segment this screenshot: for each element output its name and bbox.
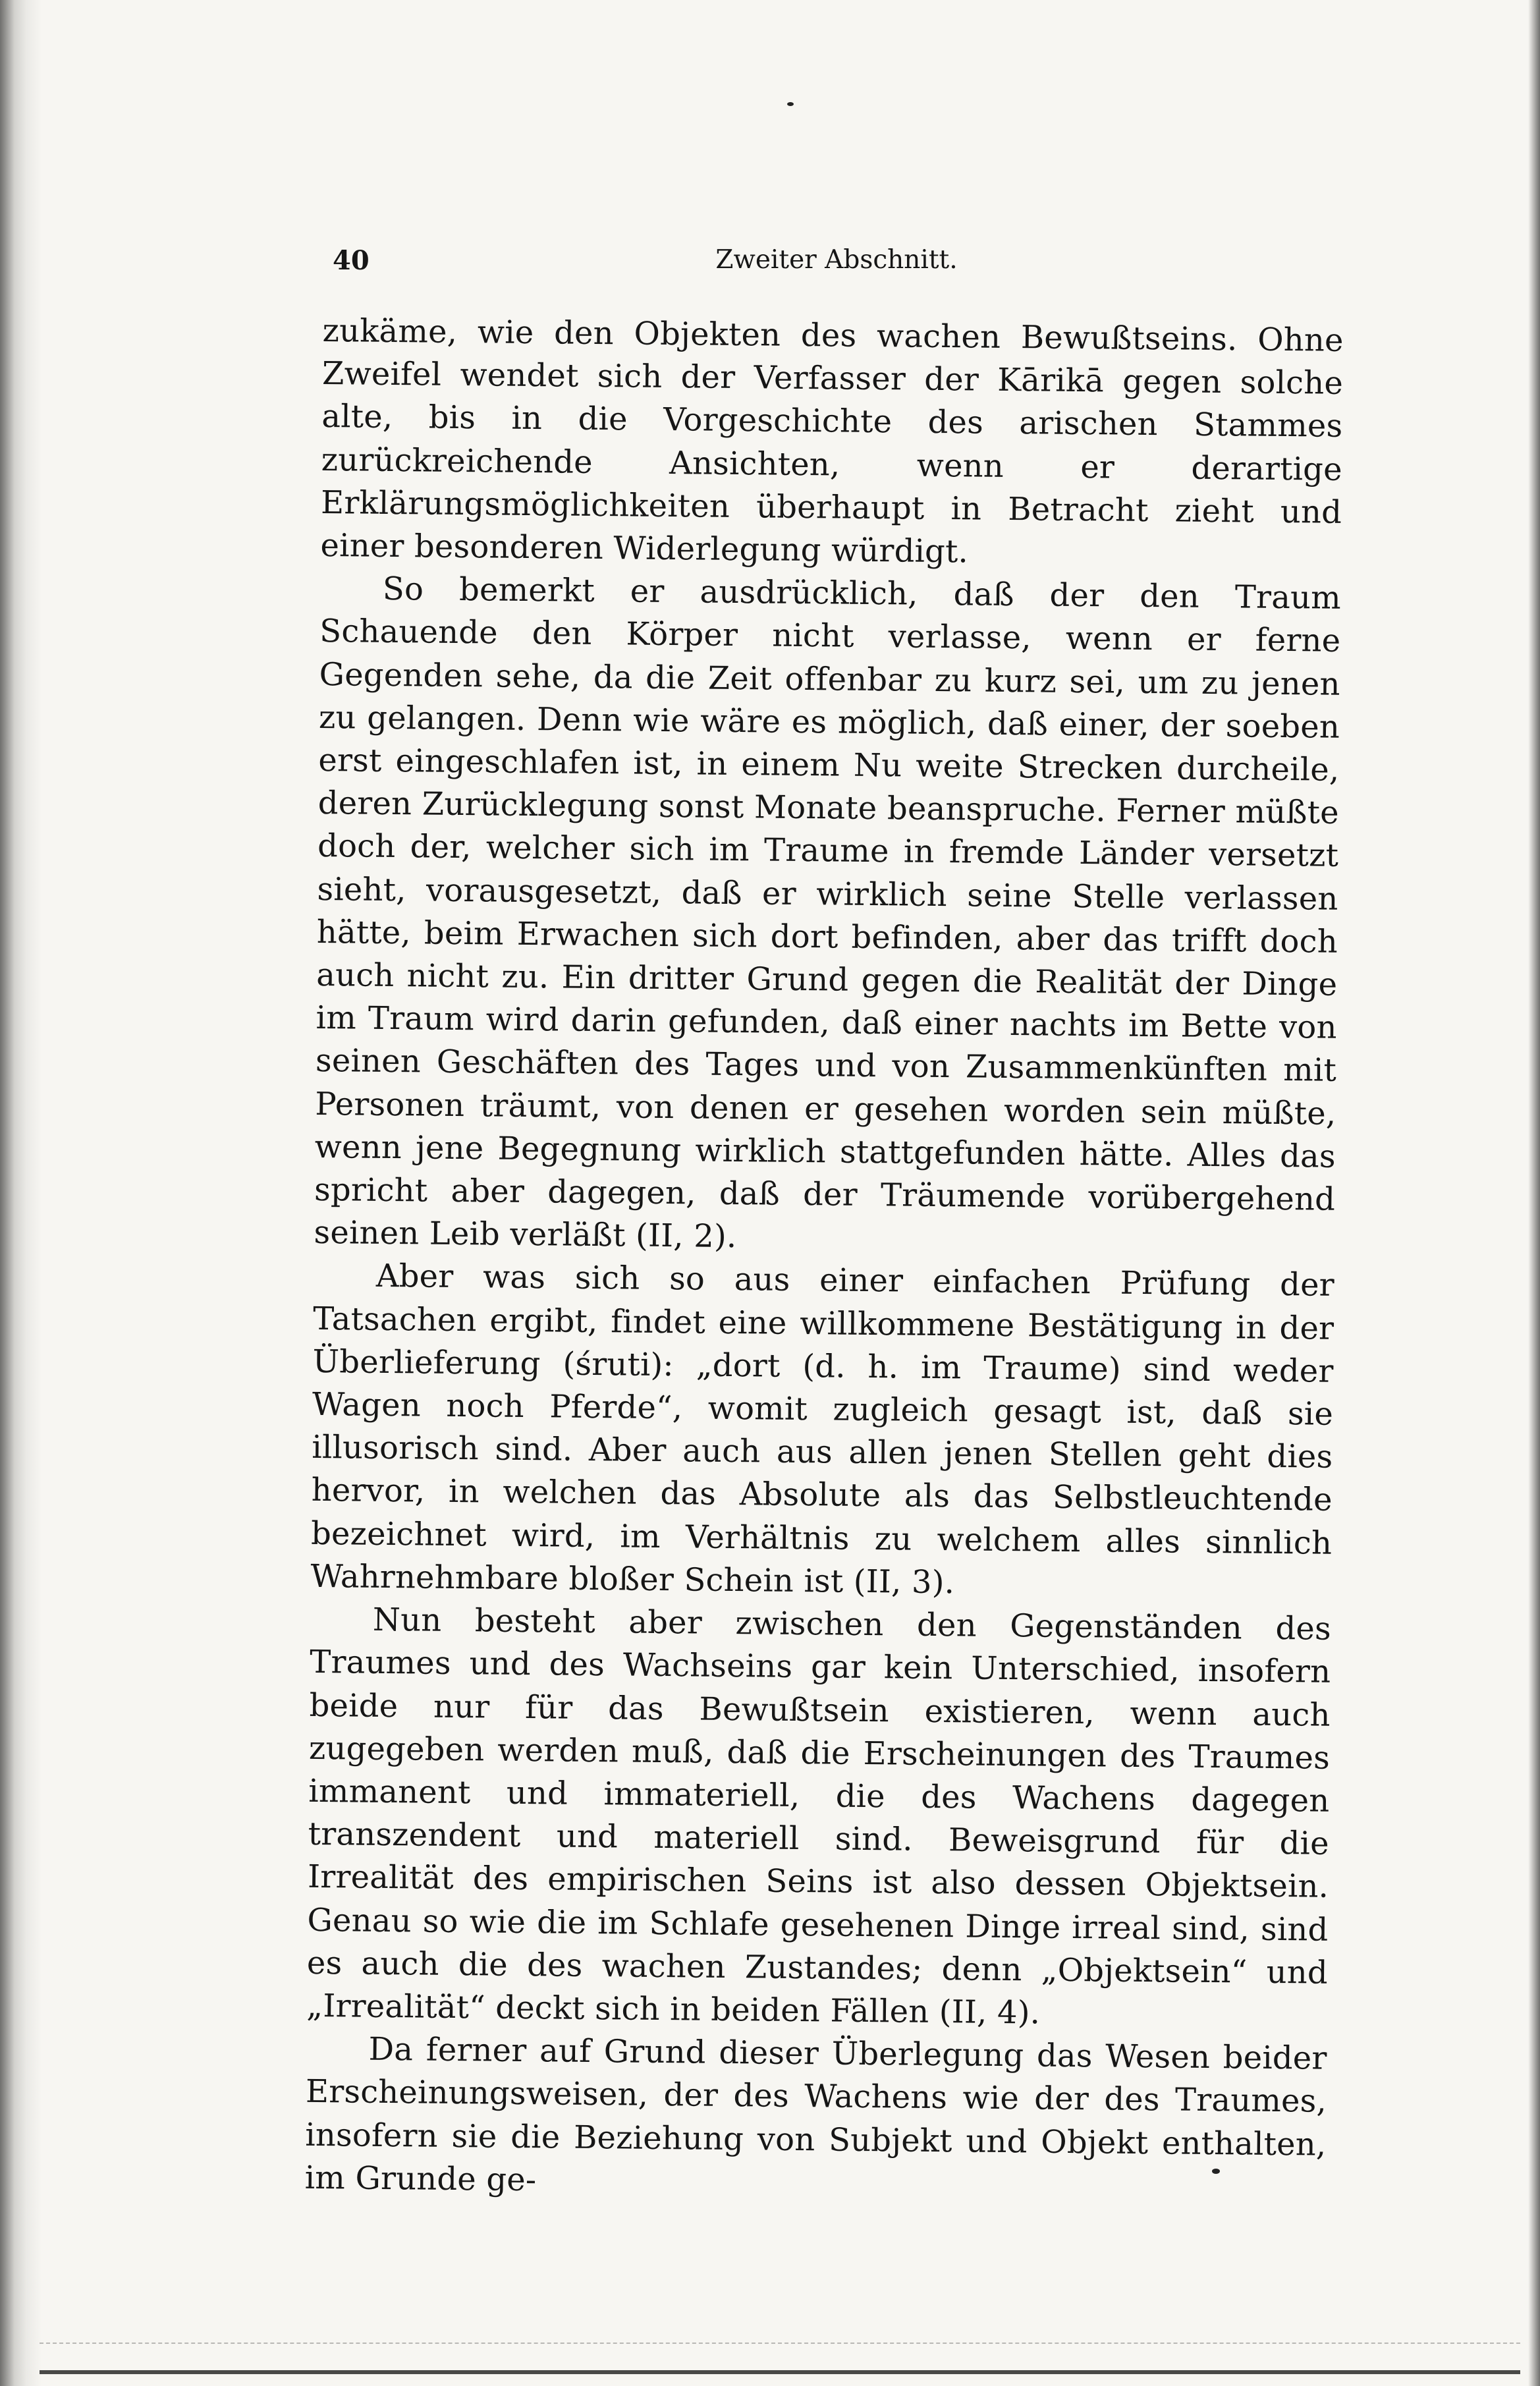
paragraph: Da ferner auf Grund dieser Überlegung das Wesen beider Erscheinungsweisen, der des Wachens wie der des Traumes, insofern sie die Beziehung von Subjekt und Objekt enthalten, im Grunde ge- — [304, 2030, 1327, 2198]
section-title: Zweiter Abschnitt. — [715, 245, 958, 275]
paragraph: So bemerkt er ausdrücklich, daß der den Traum Schauende den Körper nicht verlasse, wenn er ferne Gegenden sehe, da die Zeit offenbar zu kurz sei, um zu jenen zu gelangen. Denn wie wäre es möglich, daß einer, der soeben erst eingeschlafen ist, in einem Nu weite Strecken durcheile, deren Zurücklegung sonst Monate beanspruche. Ferner müßte doch der, welcher sich im Traume in fremde Länder versetzt sieht, vorausgesetzt, daß er wirklich seine Stelle verlassen hätte, beim Erwachen sich dort befinden, aber das trifft doch auch nicht zu. Ein dritter Grund gegen die Realität der Dinge im Traum wird darin gefunden, daß einer nachts im Bette von seinen Geschäften des Tages und von Zusammenkünften mit Personen träumt, von denen er gesehen worden sein müßte, wenn jene Begegnung wirklich stattgefunden hätte. Alles das spricht aber dagegen, daß der Träumende vorübergehend seinen Leib verläßt (II, 2). — [314, 570, 1342, 1256]
scan-bottom-artifact — [40, 2343, 1520, 2374]
running-head — [333, 245, 1340, 285]
page-number: 40 — [333, 245, 370, 276]
body-text — [304, 310, 1343, 2209]
scan-speck — [787, 102, 794, 106]
paragraph: Aber was sich so aus einer einfachen Prüfung der Tatsachen ergibt, findet eine willkommene Bestätigung in der Überlieferung (śruti): „dort (d. h. im Traume) sind weder Wagen noch Pferde“, womit zugleich gesagt ist, daß sie illusorisch sind. Aber auch aus allen jenen Stellen geht dies hervor, in welchen das Absolute als das Selbstleuchtende bezeichnet wird, im Verhältnis zu welchem alles sinnlich Wahrnehmbare bloßer Schein ist (II, 3). — [310, 1258, 1335, 1601]
scan-shadow-left — [0, 0, 42, 2386]
scan-shadow-right — [1528, 0, 1540, 2386]
paragraph: zukäme, wie den Objekten des wachen Bewußtseins. Ohne Zweifel wendet sich der Verfasser der Kārikā gegen solche alte, bis in die Vorgeschichte des arischen Stammes zurückreichende Ansichten, wenn er derartige Erklärungsmöglichkeiten überhaupt in Betracht zieht und einer besonderen Widerlegung würdigt. — [320, 312, 1344, 570]
paragraph: Nun besteht aber zwischen den Gegenständen des Traumes und des Wachseins gar kein Unterschied, insofern beide nur für das Bewußtsein existieren, wenn auch zugegeben werden muß, daß die Erscheinungen des Traumes immanent und immateriell, die des Wachens dagegen transzendent und materiell sind. Beweisgrund für die Irrealität des empirischen Seins ist also dessen Objektsein. Genau so wie die im Schlafe gesehenen Dinge irreal sind, sind es auch die des wachen Zustandes; denn „Objektsein“ und „Irrealität“ deckt sich in beiden Fällen (II, 4). — [306, 1601, 1332, 2032]
